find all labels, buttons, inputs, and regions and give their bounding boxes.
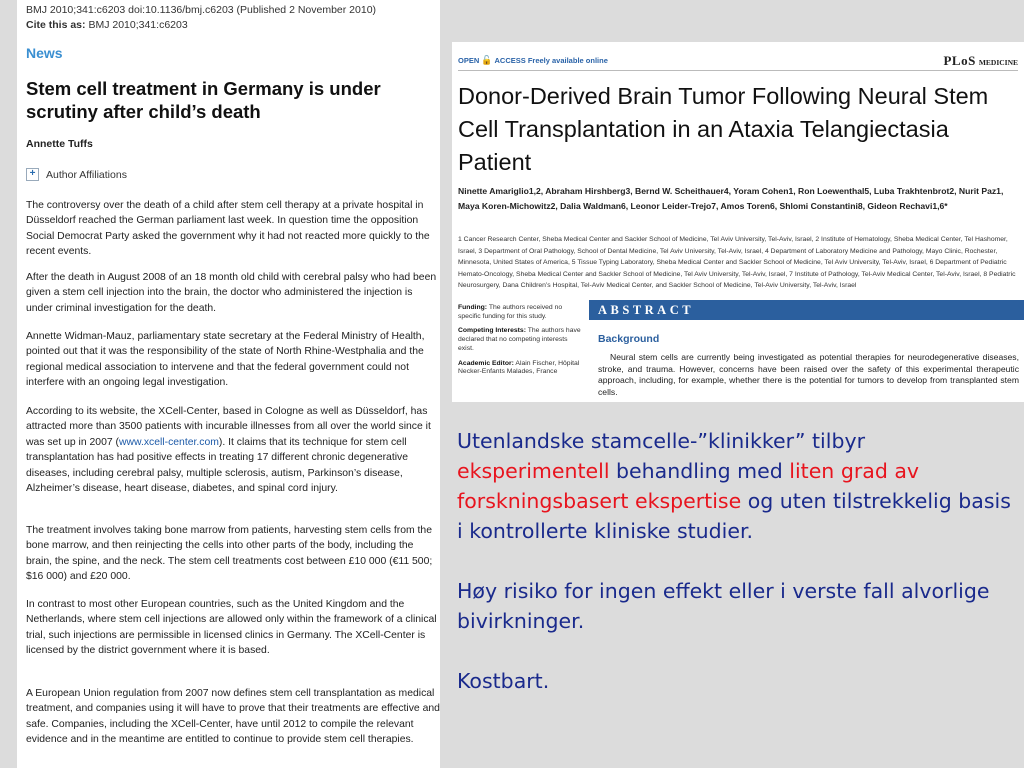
paragraph-gap — [457, 546, 1019, 576]
brand-sub: MEDICINE — [978, 58, 1018, 67]
paper-title: Donor-Derived Brain Tumor Following Neural Stem Cell Transplantation in an Ataxia Telangiectasia Patient — [458, 83, 989, 175]
author-affiliations-label[interactable]: Author Affiliations — [46, 168, 127, 181]
article-headline: Stem cell treatment in Germany is under scrutiny after child’s death — [26, 78, 381, 122]
xcell-center-link[interactable]: www.xcell-center.com — [119, 436, 219, 448]
article-paragraph-3: Annette Widman-Mauz, parliamentary state secretary at the Federal Ministry of Health, pointed out that it was the responsibility of the state of North Rhine-Westphalia and the regional medical association to intervene and that the federal government could not interfere with an ongoing legal investigation. — [26, 331, 425, 389]
bmj-citation-line: BMJ 2010;341:c6203 doi:10.1136/bmj.c6203 (Published 2 November 2010) — [26, 4, 377, 16]
editor-note — [458, 360, 582, 377]
competing-label: Competing Interests: — [458, 327, 526, 335]
commentary-paragraph-1 — [457, 426, 1019, 546]
paragraph-4-text-a: According to its website, the XCell-Center, based in Cologne as well as Düsseldorf, has attracted more than 3500 patients with incurable illnesses from all over the world since it was set up in 2007 ( — [26, 406, 431, 448]
abstract-heading: ABSTRACT — [589, 300, 1024, 320]
open-access-banner — [458, 55, 608, 66]
section-label: News — [26, 45, 63, 61]
c1-highlight-2: liten grad av forskningsbasert ekspertise — [457, 459, 920, 513]
funding-note — [458, 304, 582, 321]
expand-icon[interactable]: + — [26, 168, 39, 181]
commentary-paragraph-2: Høy risiko for ingen effekt eller i verste fall alvorlige bivirkninger. — [457, 579, 990, 633]
article-paragraph-1: The controversy over the death of a child after stem cell therapy at a private hospital in Düsseldorf reached the German parliament last week. In question time the opposition Social Democrat Party asked the government why it had not reacted more quickly to the recent events. — [26, 200, 430, 258]
article-paragraph-2: After the death in August 2008 of an 18 month old child with cerebral palsy who had been given a stem cell injection into the brain, the doctor who administered the injection is under criminal investigation for the death. — [26, 272, 437, 314]
article-paragraph-4 — [26, 404, 440, 496]
paper-sidebar — [458, 304, 582, 383]
plos-paper — [452, 42, 1024, 402]
c1-text-a: Utenlandske stamcelle-”klinikker” tilbyr — [457, 429, 866, 453]
c1-text-b: behandling med — [609, 459, 790, 483]
competing-note — [458, 327, 582, 353]
c1-highlight-1: eksperimentell — [457, 459, 610, 483]
plos-medicine-logo — [943, 52, 1018, 70]
editor-label: Academic Editor: — [458, 359, 514, 367]
commentary-paragraph-3: Kostbart. — [457, 669, 550, 693]
background-text: Neural stem cells are currently being investigated as potential therapies for neurodegenerative diseases, stroke, and trauma. However, concerns have been raised over the safety of this experimental therapeutic approach, including, for example, whether there is the potential for tumors to develop from transplanted stem cells. — [598, 352, 1019, 397]
article-paragraph-7: A European Union regulation from 2007 now defines stem cell transplantation as medical treatment, and companies using it will have to prove that their treatments are effective and safe. Companies, including the XCell-Center, have until 2012 to compile the relevant evidence and in the meantime are entitled to continue to provide stem cell therapies. — [26, 688, 440, 746]
header-divider — [458, 70, 1018, 71]
author-affiliations-toggle[interactable] — [26, 168, 127, 181]
open-lock-icon: 🔓 — [481, 55, 493, 65]
bmj-cite-as — [26, 19, 188, 31]
paragraph-gap — [457, 636, 1019, 666]
funding-text: The authors received no specific funding for this study. — [458, 304, 563, 320]
open-access-text: ACCESS Freely available online — [494, 56, 608, 65]
background-heading: Background — [598, 333, 660, 345]
commentary-text — [457, 426, 1019, 696]
article-author: Annette Tuffs — [26, 138, 93, 150]
c1-text-c: og uten tilstrekkelig basis i kontrollerte kliniske studier. — [457, 489, 1011, 543]
brand-main: PLoS — [943, 53, 976, 68]
paper-affiliations: 1 Cancer Research Center, Sheba Medical Center and Sackler School of Medicine, Tel Aviv University, Tel-Aviv, Israel, 2 Institute of Hematology, Sheba Medical Center, Tel Hashomer, Israel, 3 Department of Oral Pathology, School of Dental Medicine, Tel Aviv University, Tel-Aviv, Israel, 4 Department of Laboratory Medicine and Pathology, Mayo Clinic, Rochester, Minnesota, United States of America, 5 Tissue Typing Laboratory, Sheba Medical Center and Sackler School of Medicine, Tel Aviv University, Tel-Aviv, Israel, 6 Department of Pediatric Hemato-Oncology, Sheba Medical Center and Sackler School of Medicine, Tel Aviv University, Tel-Aviv, Israel, 7 Institute of Pathology, Tel-Aviv Medical Center, Tel-Aviv, Israel, 8 Pediatric Neurosurgery, Dana Children’s Hospital, Tel-Aviv Medical Center, and Sackler School of Medicine, Tel-Aviv University, Tel-Aviv, Israel — [458, 236, 1016, 290]
paper-authors: Ninette Amariglio1,2, Abraham Hirshberg3, Bernd W. Scheithauer4, Yoram Cohen1, Ron Loewenthal5, Luba Trakhtenbrot2, Nurit Paz1, Maya Koren-Michowitz2, Dalia Waldman6, Leonor Leider-Trejo7, Amos Toren6, Shlomi Constantini8, Gideon Rechavi1,6* — [458, 186, 1004, 211]
bmj-article — [17, 0, 440, 768]
cite-value: BMJ 2010;341:c6203 — [88, 19, 188, 31]
paragraph-4-text-b: ). It claims that its technique for stem cell transplantation has had positive effects in treating 17 different chronic degenerative diseases, including cerebral palsy, multiple sclerosis, autism, Parkinson’s disease, Alzheimer’s disease, heart disease, diabetes, and spinal cord injury. — [26, 436, 409, 495]
article-paragraph-5: The treatment involves taking bone marrow from patients, harvesting stem cells from the bone marrow, and then reinjecting the cells into other parts of the body, including the brain, the spine, and the neck. The stem cell treatments cost between £10 000 (€11 500; $16 000) and £20 000. — [26, 525, 433, 583]
open-access-open: OPEN — [458, 56, 480, 65]
funding-label: Funding: — [458, 304, 488, 311]
competing-text: The authors have declared that no competing interests exist. — [458, 327, 581, 352]
article-paragraph-6: In contrast to most other European countries, such as the United Kingdom and the Netherlands, where stem cell injections are allowed only within the framework of a clinical trial, such injections are permissible in licensed clinics in Germany. The XCell-Center is licensed by the district government where it is based. — [26, 599, 437, 657]
editor-text: Alain Fischer, Hôpital Necker-Enfants Malades, France — [458, 359, 580, 376]
cite-label: Cite this as: — [26, 19, 86, 31]
